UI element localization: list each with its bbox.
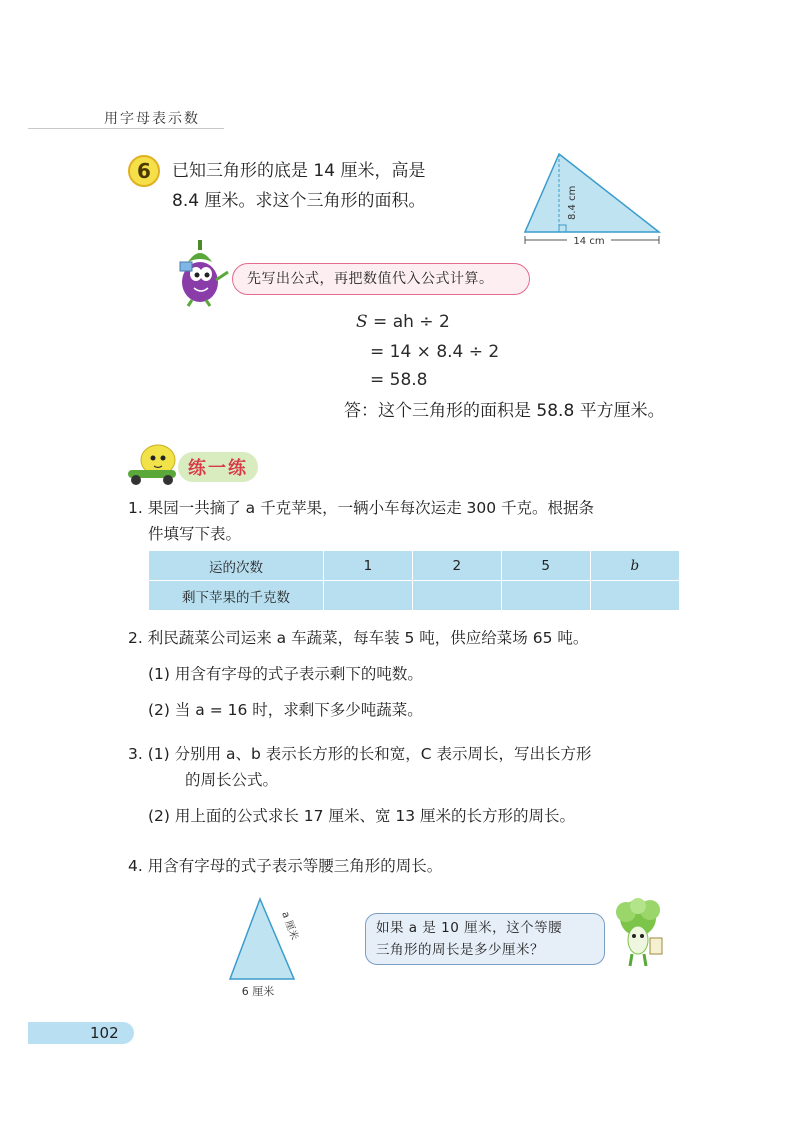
table-cell: 1 bbox=[324, 551, 413, 581]
q2-sub2: (2) 当 a = 16 时，求剩下多少吨蔬菜。 bbox=[148, 701, 423, 719]
formula-symbol-s: S bbox=[356, 312, 368, 332]
base-label: 14 cm bbox=[573, 236, 605, 247]
q2-sub1: (1) 用含有字母的式子表示剩下的吨数。 bbox=[148, 665, 423, 683]
q2-line1: 2. 利民蔬菜公司运来 a 车蔬菜，每车装 5 吨，供应给菜场 65 吨。 bbox=[128, 629, 589, 647]
right-triangle-figure bbox=[515, 148, 675, 256]
page-number: 102 bbox=[28, 1022, 134, 1044]
triangle-shape bbox=[525, 154, 659, 232]
cabbage-character-icon bbox=[608, 896, 672, 970]
table-row bbox=[149, 581, 680, 611]
example-number-badge: 6 bbox=[128, 155, 160, 187]
side-label: a 厘米 bbox=[279, 910, 300, 942]
q3-sub2: (2) 用上面的公式求长 17 厘米、宽 13 厘米的长方形的周长。 bbox=[148, 807, 576, 825]
table-cell-head: 运的次数 bbox=[149, 551, 324, 581]
formula-line1: S = ah ÷ 2 bbox=[356, 312, 450, 332]
isosceles-triangle-shape bbox=[230, 899, 294, 979]
hint-bubble: 先写出公式，再把数值代入公式计算。 bbox=[232, 263, 530, 295]
height-label: 8.4 cm bbox=[567, 185, 578, 220]
triangle-base-label: 6 厘米 bbox=[241, 985, 275, 998]
table-cell-blank[interactable] bbox=[501, 581, 590, 611]
answer-line: 答：这个三角形的面积是 58.8 平方厘米。 bbox=[344, 401, 665, 421]
q3-sub1-line1: 3. (1) 分别用 a、b 表示长方形的长和宽，C 表示周长，写出长方形 bbox=[128, 745, 592, 763]
table-cell-blank[interactable] bbox=[590, 581, 679, 611]
apple-fill-table bbox=[148, 550, 680, 611]
example-text-line2: 8.4 厘米。求这个三角形的面积。 bbox=[172, 191, 426, 211]
isosceles-triangle-figure bbox=[222, 895, 312, 1005]
question-bubble bbox=[365, 913, 605, 965]
table-cell: 2 bbox=[412, 551, 501, 581]
q1-line2: 件填写下表。 bbox=[148, 525, 242, 543]
bubble-line1: 如果 a 是 10 厘米，这个等腰 bbox=[376, 920, 563, 936]
table-cell-head: 剩下苹果的千克数 bbox=[149, 581, 324, 611]
table-cell-blank[interactable] bbox=[324, 581, 413, 611]
table-cell-blank[interactable] bbox=[412, 581, 501, 611]
table-cell: b bbox=[590, 551, 679, 581]
lemon-car-character-icon bbox=[124, 440, 182, 486]
bubble-line2: 三角形的周长是多少厘米？ bbox=[376, 942, 544, 958]
section-title: 用字母表示数 bbox=[104, 111, 200, 127]
table-row bbox=[149, 551, 680, 581]
formula-line3: = 58.8 bbox=[370, 370, 428, 390]
q1-line1: 1. 果园一共摘了 a 千克苹果，一辆小车每次运走 300 千克。根据条 bbox=[128, 499, 595, 517]
q4-line1: 4. 用含有字母的式子表示等腰三角形的周长。 bbox=[128, 857, 443, 875]
header-rule bbox=[28, 128, 224, 129]
practice-title: 练一练 bbox=[178, 452, 258, 482]
formula-line2: = 14 × 8.4 ÷ 2 bbox=[370, 342, 500, 362]
table-cell: 5 bbox=[501, 551, 590, 581]
q3-sub1-line2: 的周长公式。 bbox=[185, 771, 279, 789]
eggplant-character-icon bbox=[170, 238, 232, 308]
example-text-line1: 已知三角形的底是 14 厘米，高是 bbox=[172, 161, 426, 181]
